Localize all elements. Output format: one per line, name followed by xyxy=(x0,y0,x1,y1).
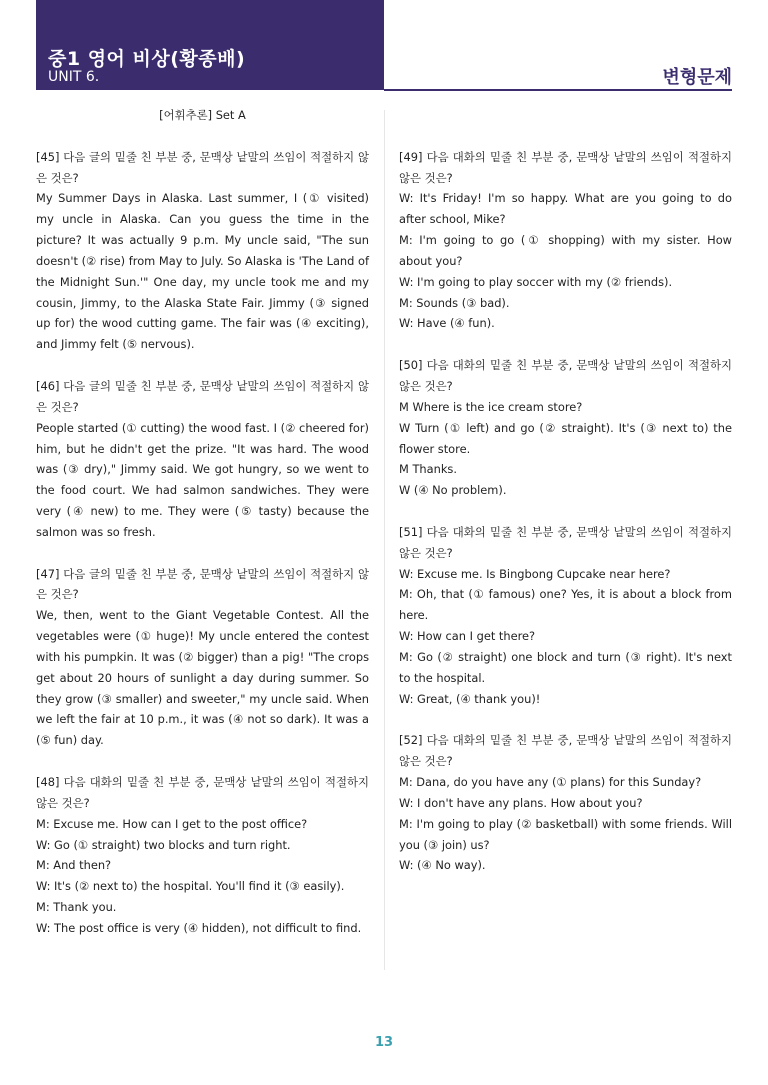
set-label: [어휘추론] Set A xyxy=(159,108,246,122)
dialogue-line: W: Great, (④ thank you)! xyxy=(399,691,541,706)
dialogue-line: M: Oh, that (① famous) one? Yes, it is about a block from here. xyxy=(399,587,732,623)
question-prompt: [52] 다음 대화의 밑줄 친 부분 중, 문맥상 낱말의 쓰임이 적절하지 않은 것은? xyxy=(399,733,732,769)
header-rule xyxy=(384,89,732,91)
dialogue-line: W: I don't have any plans. How about you? xyxy=(399,795,643,810)
question-body: We, then, went to the Giant Vegetable Contest. All the vegetables were (① huge)! My uncle entered the contest with his pumpkin. It was (② bigger) than a pig! "The crops get about 20 hours of sunlight a day during summer. So they grow (③ smaller) and sweeter," my uncle said. When we left the fair at 10 p.m., it was (④ not so dark). It was a (⑤ fun) day. xyxy=(36,608,369,748)
dialogue-line: M Where is the ice cream store? xyxy=(399,399,583,414)
dialogue-line: M: Thank you. xyxy=(36,900,117,915)
dialogue-line: W: It's (② next to) the hospital. You'll find it (③ easily). xyxy=(36,879,345,894)
dialogue-line: W: (④ No way). xyxy=(399,858,486,873)
dialogue-line: W: Go (① straight) two blocks and turn right. xyxy=(36,837,291,852)
question-prompt: [50] 다음 대화의 밑줄 친 부분 중, 문맥상 낱말의 쓰임이 적절하지 않은 것은? xyxy=(399,358,732,393)
question-48 xyxy=(36,772,369,939)
question-51 xyxy=(399,522,732,710)
column-divider xyxy=(384,110,385,970)
dialogue-line: W Turn (① left) and go (② straight). It's (③ next to) the flower store. xyxy=(399,420,732,456)
page-number: 13 xyxy=(374,1035,394,1050)
dialogue-line: M: Excuse me. How can I get to the post office? xyxy=(36,816,308,831)
question-46 xyxy=(36,376,369,543)
question-prompt: [49] 다음 대화의 밑줄 친 부분 중, 문맥상 낱말의 쓰임이 적절하지 않은 것은? xyxy=(399,149,732,185)
question-prompt: [47] 다음 글의 밑줄 친 부분 중, 문맥상 낱말의 쓰임이 적절하지 않은 것은? xyxy=(36,566,369,602)
question-body: People started (① cutting) the wood fast. I (② cheered for) him, but he didn't get the prize. "It was hard. The wood was (③ dry)," Jimmy said. We got hungry, so we went to the food court. We had salmon sandwiches. They were very (④ new) to me. They were (⑤ tasty) because the salmon was so fresh. xyxy=(36,420,369,539)
question-prompt: [48] 다음 대화의 밑줄 친 부분 중, 문맥상 낱말의 쓰임이 적절하지 않은 것은? xyxy=(36,775,369,810)
question-45 xyxy=(36,147,369,355)
dialogue-line: M Thanks. xyxy=(399,462,457,477)
left-column xyxy=(36,105,369,960)
dialogue-line: W: The post office is very (④ hidden), not difficult to find. xyxy=(36,920,362,935)
header-tag: 변형문제 xyxy=(662,67,732,88)
dialogue-line: W (④ No problem). xyxy=(399,483,507,498)
header-banner xyxy=(36,0,384,90)
question-prompt: [46] 다음 글의 밑줄 친 부분 중, 문맥상 낱말의 쓰임이 적절하지 않은 것은? xyxy=(36,378,369,414)
dialogue-line: W: Have (④ fun). xyxy=(399,316,495,331)
dialogue-line: M: Sounds (③ bad). xyxy=(399,295,510,310)
header-title: 중1 영어 비상(황종배) xyxy=(48,48,246,70)
question-body: My Summer Days in Alaska. Last summer, I (① visited) my uncle in Alaska. Can you guess the time in the picture? It was actually 9 p.m. My uncle said, "The sun doesn't (② rise) from May to July. So Alaska is 'The Land of the Midnight Sun.'" One day, my uncle took me and my cousin, Jimmy, to the Alaska State Fair. Jimmy (③ signed up for) the wood cutting game. The fair was (④ exciting), and Jimmy felt (⑤ nervous). xyxy=(36,191,369,352)
dialogue-line: M: Dana, do you have any (① plans) for this Sunday? xyxy=(399,775,702,789)
question-50 xyxy=(399,355,732,501)
dialogue-line: W: How can I get there? xyxy=(399,629,536,644)
dialogue-line: W: Excuse me. Is Bingbong Cupcake near here? xyxy=(399,566,671,581)
header-unit: UNIT 6. xyxy=(48,69,100,85)
question-52 xyxy=(399,730,732,876)
question-prompt: [45] 다음 글의 밑줄 친 부분 중, 문맥상 낱말의 쓰임이 적절하지 않은 것은? xyxy=(36,149,369,185)
question-prompt: [51] 다음 대화의 밑줄 친 부분 중, 문맥상 낱말의 쓰임이 적절하지 않은 것은? xyxy=(399,524,732,560)
right-column xyxy=(399,105,732,897)
dialogue-line: M: I'm going to play (② basketball) with some friends. Will you (③ join) us? xyxy=(399,816,732,852)
dialogue-line: W: It's Friday! I'm so happy. What are you going to do after school, Mike? xyxy=(399,191,732,227)
question-49 xyxy=(399,147,732,335)
dialogue-line: M: Go (② straight) one block and turn (③ right). It's next to the hospital. xyxy=(399,649,732,685)
dialogue-line: M: I'm going to go (① shopping) with my sister. How about you? xyxy=(399,233,732,268)
dialogue-line: W: I'm going to play soccer with my (② friends). xyxy=(399,274,673,289)
dialogue-line: M: And then? xyxy=(36,858,112,873)
question-47 xyxy=(36,564,369,752)
